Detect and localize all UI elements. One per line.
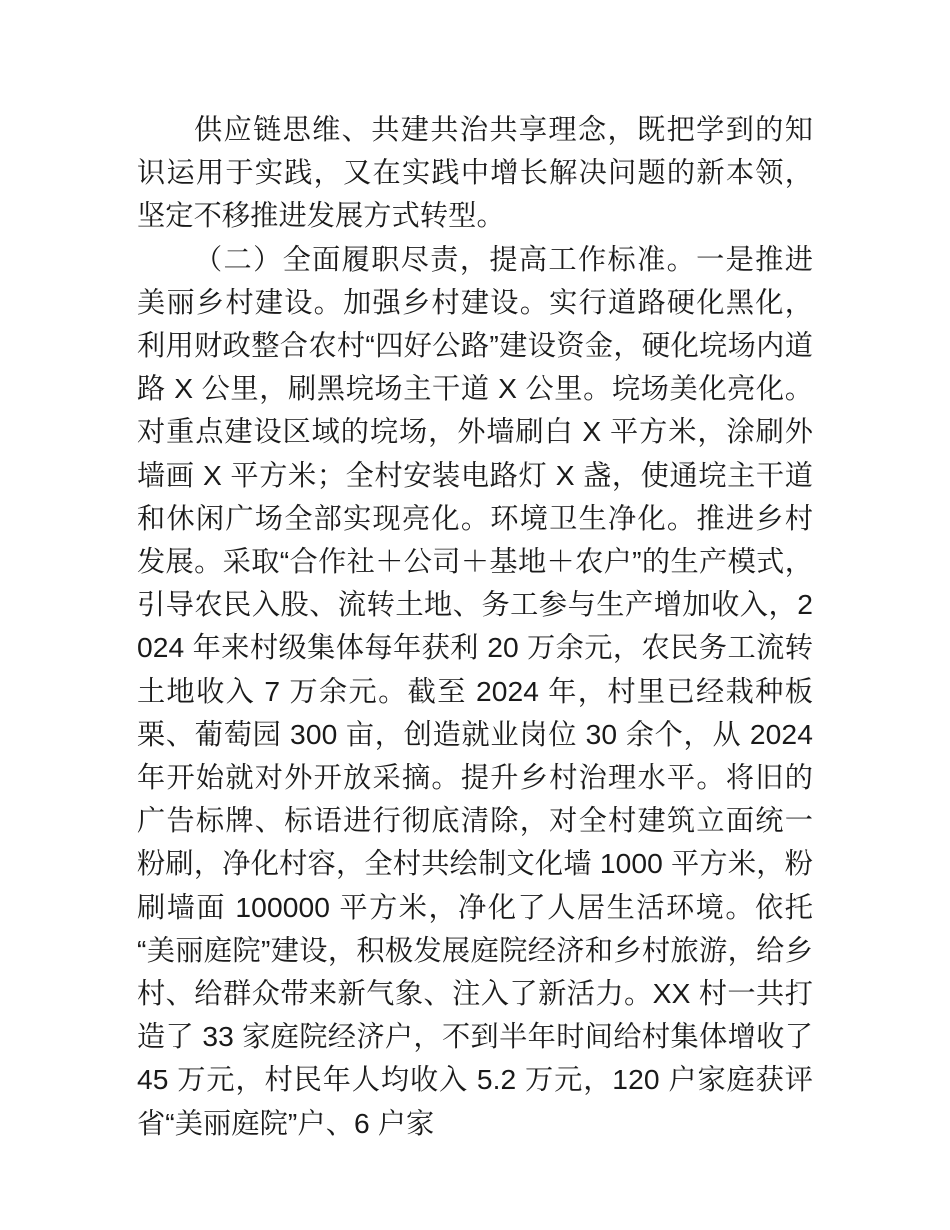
paragraph-1: 供应链思维、共建共治共享理念，既把学到的知识运用于实践，又在实践中增长解决问题的新本领，坚定不移推进发展方式转型。 [137, 113, 813, 232]
paragraph-2: （二）全面履职尽责，提高工作标准。一是推进美丽乡村建设。加强乡村建设。实行道路硬化黑化，利用财政整合农村“四好公路”建设资金，硬化垸场内道路 X 公里，刷黑垸场主干道 X 公里。垸场美化亮化。对重点建设区域的垸场，外墙刷白 X 平方米，涂刷外墙画 X 平方米；全村安装电路灯 X 盏，使通垸主干道和休闲广场全部实现亮化。环境卫生净化。推进乡村发展。采取“合作社＋公司＋基地＋农户”的生产模式，引导农民入股、流转土地、务工参与生产增加收入，2024 年来村级集体每年获利 20 万余元，农民务工流转土地收入 7 万余元。截至 2024 年，村里已经栽种板栗、葡萄园 300 亩，创造就业岗位 30 余个，从 2024 年开始就对外开放采摘。提升乡村治理水平。将旧的广告标牌、标语进行彻底清除，对全村建筑立面统一粉刷，净化村容，全村共绘制文化墙 1000 平方米，粉刷墙面 100000 平方米，净化了人居生活环境。依托“美丽庭院”建设，积极发展庭院经济和乡村旅游，给乡村、给群众带来新气象、注入了新活力。XX 村一共打造了 33 家庭院经济户，不到半年时间给村集体增收了 45 万元，村民年人均收入 5.2 万元，120 户家庭获评省“美丽庭院”户、6 户家 [137, 242, 813, 1139]
document-text-body [137, 108, 813, 1145]
